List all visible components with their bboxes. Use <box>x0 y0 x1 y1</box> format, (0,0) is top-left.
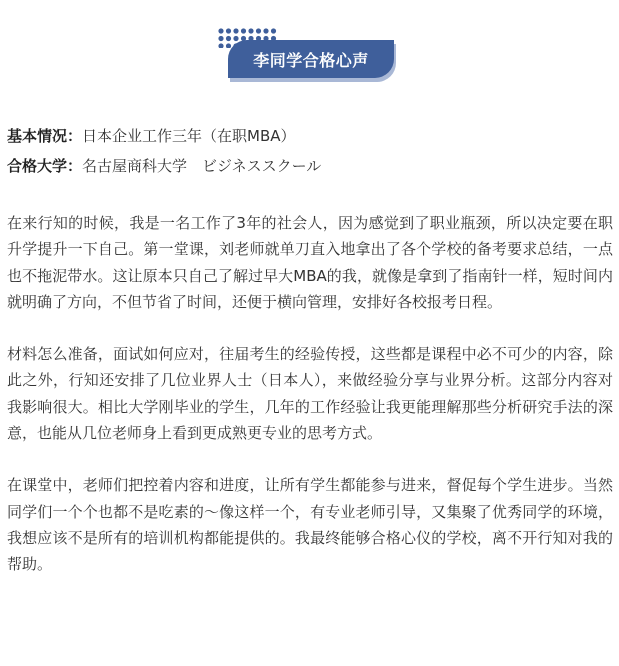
dot <box>226 28 231 33</box>
dot <box>256 28 261 33</box>
basic-info-value: 日本企业工作三年（在职MBA） <box>82 127 296 145</box>
university-info-value: 名古屋商科大学 ビジネススクール <box>82 157 322 175</box>
university-info-label: 合格大学： <box>7 157 83 175</box>
paragraph-1: 在来行知的时候，我是一名工作了3年的社会人，因为感觉到了职业瓶颈，所以决定要在职升学提升一下自己。第一堂课，刘老师就单刀直入地拿出了各个学校的备考要求总结，一点也不拖泥带水。这让原本只自己了解过早大MBA的我，就像是拿到了指南针一样，短时间内就明确了方向，不但节省了时间，还便于横向管理，安排好各校报考日程。 <box>7 214 613 311</box>
dot <box>263 28 268 33</box>
dot <box>226 36 231 41</box>
dot <box>218 28 223 33</box>
paragraph-3: 在课堂中，老师们把控着内容和进度，让所有学生都能参与进来，督促每个学生进步。当然同学们一个个也都不是吃素的～像这样一个，有专业老师引导，又集聚了优秀同学的环境，我想应该不是所有的培训机构都能提供的。我最终能够合格心仪的学校，离不开行知对我的帮助。 <box>7 476 613 574</box>
dot <box>233 28 238 33</box>
dot <box>218 43 223 48</box>
dot <box>218 36 223 41</box>
title-banner <box>228 40 394 78</box>
title-banner-group <box>218 28 403 82</box>
basic-info-label: 基本情况： <box>7 127 83 145</box>
banner-title: 李同学合格心声 <box>253 50 369 70</box>
article-content <box>7 122 613 578</box>
dot <box>233 36 238 41</box>
paragraph-2: 材料怎么准备，面试如何应对，往届考生的经验传授，这些都是课程中必不可少的内容，除此之外，行知还安排了几位业界人士（日本人），来做经验分享与业界分析。这部分内容对我影响很大。相比大学刚毕业的学生，几年的工作经验让我更能理解那些分析研究手法的深意，也能从几位老师身上看到更成熟更专业的思考方式。 <box>7 345 613 443</box>
basic-info-line <box>7 122 613 152</box>
university-info-line <box>7 152 613 182</box>
dot <box>248 28 253 33</box>
dot <box>241 28 246 33</box>
dot <box>271 28 276 33</box>
